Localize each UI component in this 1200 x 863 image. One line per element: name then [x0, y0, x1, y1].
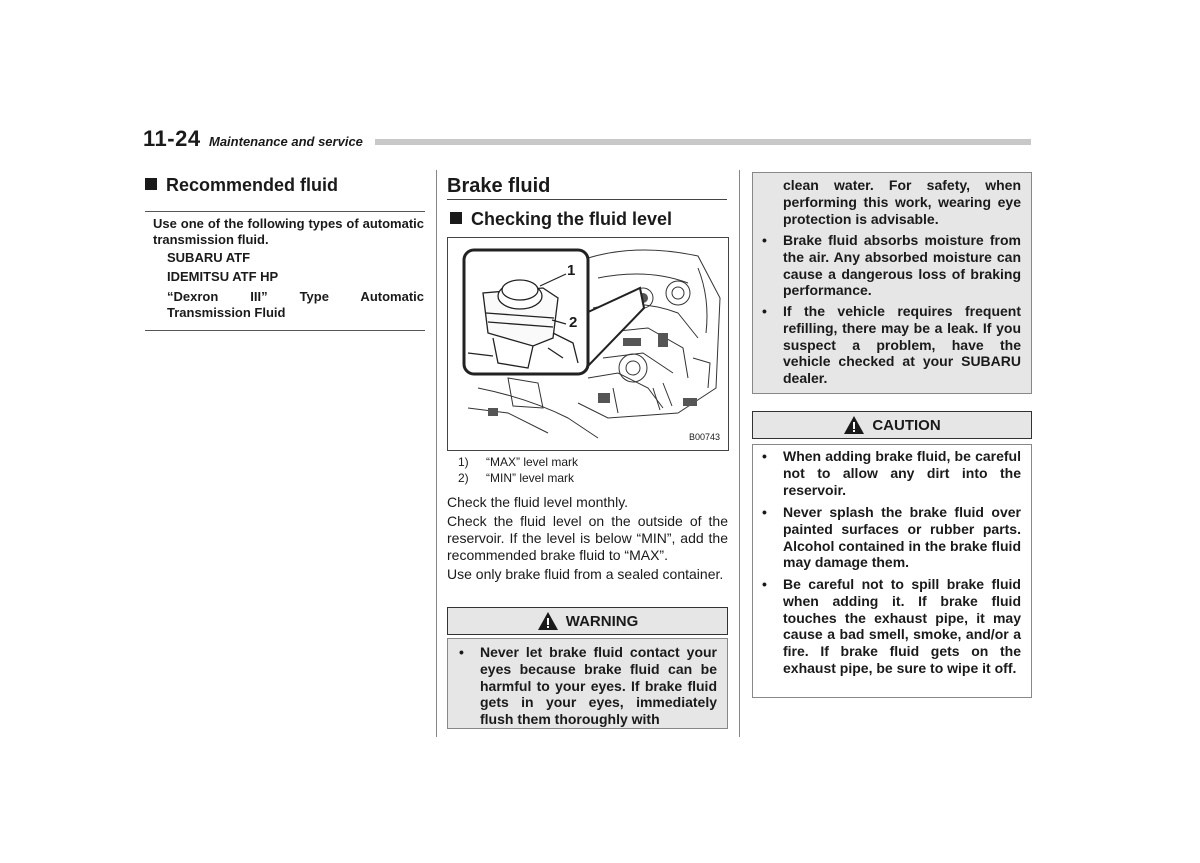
- header-rule: [375, 139, 1031, 145]
- bullet-dot: •: [762, 448, 767, 464]
- warning-bullet: If the vehicle requires frequent refilling, there may be a leak. If you suspect a problem, have the vehicle checked at your SUBARU dealer.: [783, 303, 1021, 387]
- caution-bullet: Be careful not to spill brake fluid when adding it. If brake fluid touches the exhaust pipe, it may cause a bad smell, smoke, and/or a fire. If brake fluid gets on the exhaust pipe, be sure to wipe it off.: [783, 576, 1021, 676]
- heading-rule: [447, 199, 727, 200]
- recommended-fluid-heading: Recommended fluid: [145, 175, 338, 196]
- column-divider: [739, 170, 740, 737]
- bullet-dot: •: [459, 644, 464, 660]
- fluid-type-item: SUBARU ATF: [167, 250, 251, 265]
- callout-max-number: 1: [567, 262, 576, 279]
- bullet-dot: •: [762, 504, 767, 520]
- warning-triangle-icon: [537, 611, 559, 631]
- caution-triangle-icon: [843, 415, 865, 435]
- checking-level-heading: Checking the fluid level: [450, 209, 672, 230]
- figure-code: B00743: [688, 432, 720, 442]
- brake-fluid-heading: Brake fluid: [447, 175, 551, 197]
- column-divider: [436, 170, 437, 737]
- body-paragraph: Check the fluid level monthly.: [447, 494, 629, 510]
- body-paragraph: Check the fluid level on the outside of the reservoir. If the level is below “MIN”, add the recommended brake fluid to “MAX”.: [447, 513, 728, 563]
- warning-bullet: Brake fluid absorbs moisture from the air. Any absorbed moisture can cause a dangerous loss of braking performance.: [783, 232, 1021, 299]
- page-number: 11-24: [143, 126, 201, 151]
- bullet-dot: •: [762, 576, 767, 592]
- bullet-dot: •: [762, 303, 767, 319]
- engine-bay-drawing: [448, 238, 728, 450]
- caution-header: CAUTION: [752, 411, 1032, 439]
- fluid-type-item: IDEMITSU ATF HP: [167, 269, 279, 284]
- figure-caption: 1) “MAX” level mark: [458, 455, 579, 469]
- recommended-fluid-intro: Use one of the following types of automatic transmission fluid.: [153, 216, 424, 247]
- body-paragraph: Use only brake fluid from a sealed container.: [447, 566, 724, 582]
- caution-bullet: Never splash the brake fluid over painted surfaces or rubber parts. Alcohol contained in the brake fluid may damage them.: [783, 504, 1021, 571]
- figure-caption: 2) “MIN” level mark: [458, 471, 575, 485]
- brake-reservoir-illustration: [447, 237, 729, 451]
- warning-bullet: Never let brake fluid contact your eyes because brake fluid can be harmful to your eyes. If brake fluid gets in your eyes, immediately flush them thoroughly with: [480, 644, 717, 728]
- caution-bullet: When adding brake fluid, be careful not to allow any dirt into the reservoir.: [783, 448, 1021, 498]
- section-title: Maintenance and service: [209, 134, 363, 149]
- warning-header: WARNING: [447, 607, 728, 635]
- square-bullet-icon: [450, 212, 462, 224]
- fluid-type-item: “Dexron III” Type Automatic Transmission Fluid: [167, 289, 424, 320]
- callout-min-number: 2: [569, 314, 578, 331]
- warning-continuation: clean water. For safety, when performing this work, wearing eye protection is advisable.: [783, 177, 1021, 227]
- square-bullet-icon: [145, 178, 157, 190]
- bullet-dot: •: [762, 232, 767, 248]
